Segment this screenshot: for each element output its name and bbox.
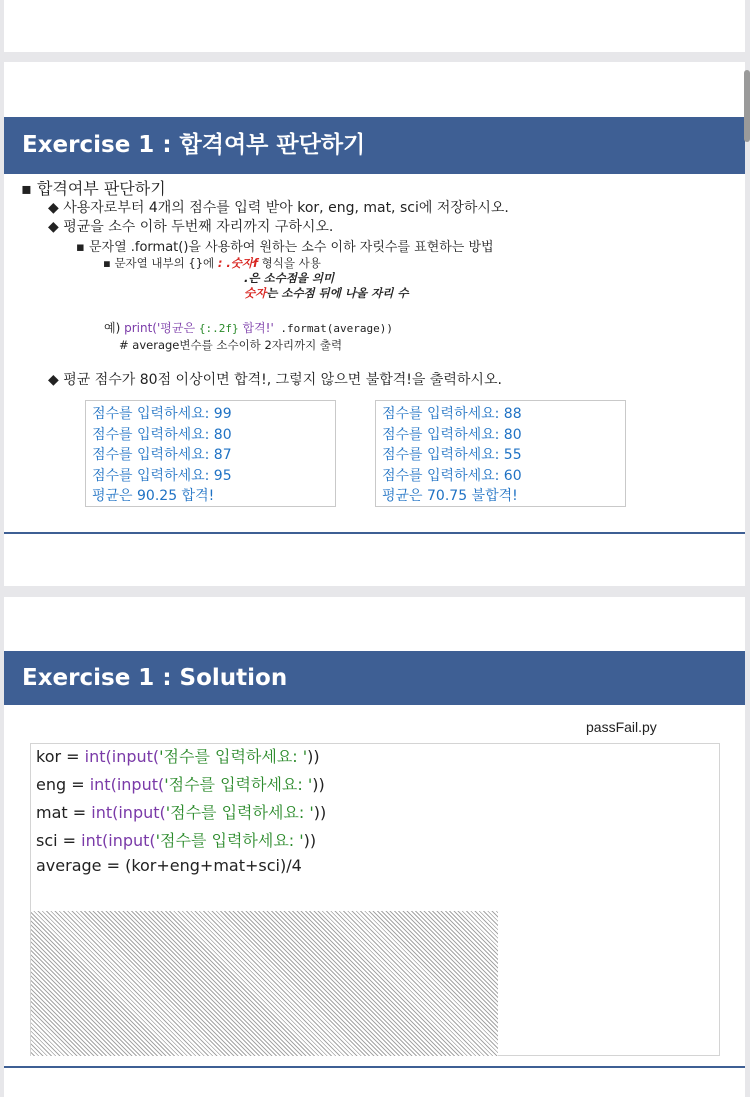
output-example-fail: [375, 400, 626, 507]
note-digits-highlight: 숫자: [244, 286, 267, 300]
output-line: 점수를 입력하세요: 80: [382, 426, 522, 443]
code-line-eng: [36, 772, 325, 795]
bullet-main: [21, 176, 166, 199]
code-func: int(input(: [84, 747, 160, 766]
output-line: 점수를 입력하세요: 80: [92, 426, 232, 443]
sub-bullet-1: [48, 197, 509, 217]
hidden-solution-area: [31, 911, 498, 1056]
example-format-spec: {:.2f}: [198, 322, 239, 335]
sub-bullet-2a-text: 문자열 .format()을 사용하여 원하는 소수 이하 자릿수를 표현하는 방법: [88, 240, 494, 255]
slide-exercise: [4, 62, 745, 586]
output-line: 점수를 입력하세요: 88: [382, 406, 522, 422]
square-bullet-icon: ▪: [76, 240, 85, 255]
note-dot: .은 소수점을 의미: [244, 271, 335, 285]
previous-slide: [4, 0, 745, 52]
output-line: 점수를 입력하세요: 55: [382, 447, 522, 463]
output-line: 점수를 입력하세요: 87: [92, 447, 232, 463]
example-code: [104, 319, 393, 336]
code-func: int(input(: [81, 831, 156, 850]
slide-solution: [4, 597, 745, 1097]
square-bullet-icon: ▪: [103, 256, 111, 270]
code-string: '점수를 입력하세요: ': [164, 775, 313, 794]
output-line: 점수를 입력하세요: 99: [92, 406, 232, 422]
code-end: )): [307, 747, 320, 766]
slide-title: Exercise 1 : 합격여부 판단하기: [4, 117, 745, 174]
code-line-kor: [36, 744, 320, 767]
code-line-mat: [36, 800, 326, 823]
output-result: 평균은 90.25 합격!: [92, 488, 215, 504]
output-result: 평균은 70.75 불합격!: [382, 488, 518, 504]
example-print: print(: [124, 321, 157, 335]
sub-bullet-2a-i: [103, 255, 321, 271]
example-label: 예): [104, 321, 121, 335]
note-digits: [244, 285, 408, 301]
sub-bullet-3: [48, 369, 502, 389]
sub-bullet-2-text: 평균을 소수 이하 두번째 자리까지 구하시오.: [63, 219, 334, 235]
code-line-sci: [36, 828, 316, 851]
code-func: int(input(: [89, 775, 165, 794]
code-var: sci =: [36, 831, 82, 850]
example-string-close: 합격!': [238, 321, 274, 335]
example-comment: # average변수를 소수이하 2자리까지 출력: [119, 338, 343, 352]
output-line: 점수를 입력하세요: 60: [382, 467, 522, 484]
scrollbar-thumb[interactable]: [744, 70, 750, 142]
slide-divider: [4, 532, 745, 534]
bullet-main-text: 합격여부 판단하기: [36, 179, 166, 198]
code-func: int(input(: [91, 803, 166, 822]
sub-bullet-2: [48, 216, 333, 236]
diamond-bullet-icon: ◆: [48, 219, 59, 235]
sub-bullet-1-text: 사용자로부터 4개의 점수를 입력 받아 kor, eng, mat, sci에 저장하시오.: [63, 200, 509, 216]
code-line-average: average = (kor+eng+mat+sci)/4: [36, 856, 302, 875]
code-string: '점수를 입력하세요: ': [159, 747, 308, 766]
output-example-pass: [85, 400, 336, 507]
note-digits-rest: 는 소수점 뒤에 나올 자리 수: [266, 286, 409, 300]
format-highlight: : .숫자f: [217, 256, 259, 270]
square-bullet-icon: ▪: [21, 179, 32, 198]
code-string: '점수를 입력하세요: ': [155, 831, 304, 850]
example-format-call: .format(average)): [273, 322, 393, 335]
sub-bullet-2a: [76, 236, 494, 255]
diamond-bullet-icon: ◆: [48, 372, 59, 388]
code-var: mat =: [36, 803, 92, 822]
code-end: )): [312, 775, 325, 794]
output-line: 점수를 입력하세요: 95: [92, 467, 232, 484]
code-string: '점수를 입력하세요: ': [165, 803, 314, 822]
format-suffix: 형식을 사용: [258, 256, 321, 270]
example-string-open: '평균은: [157, 321, 199, 335]
format-prefix: 문자열 내부의 {}에: [114, 256, 218, 270]
code-var: eng =: [36, 775, 90, 794]
slide-title: Exercise 1 : Solution: [4, 651, 745, 705]
code-block: [30, 743, 720, 1056]
code-end: )): [303, 831, 317, 850]
code-end: )): [313, 803, 327, 822]
code-var: kor =: [36, 747, 85, 766]
slide-divider: [4, 1066, 745, 1068]
sub-bullet-3-text: 평균 점수가 80점 이상이면 합격!, 그렇지 않으면 불합격!을 출력하시오.: [63, 372, 502, 388]
filename-label: passFail.py: [586, 719, 657, 735]
diamond-bullet-icon: ◆: [48, 200, 59, 216]
